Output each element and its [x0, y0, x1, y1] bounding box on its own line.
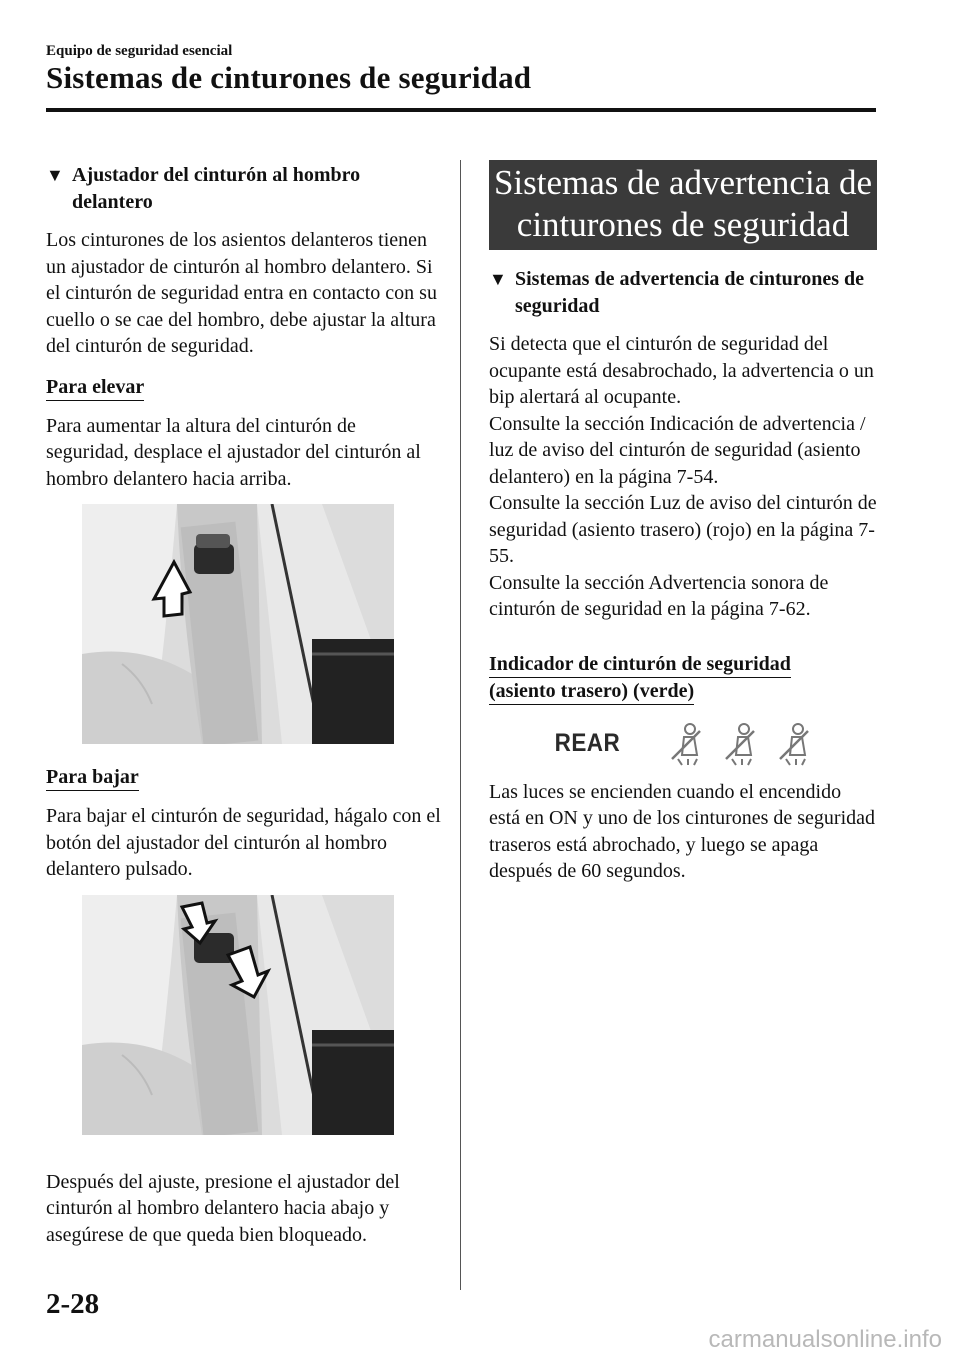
page-number: 2-28 — [46, 1288, 100, 1320]
warning-paragraph-2: Consulte la sección Indicación de advertencia / luz de aviso del cinturón de seguridad (asiento delantero) en la página 7-54. — [489, 412, 866, 488]
title-rule — [46, 108, 876, 112]
subheading-text: Ajustador del cinturón al hombro delantero — [72, 164, 361, 213]
raise-paragraph: Para aumentar la altura del cinturón de seguridad, desplace el ajustador del cinturón al hombro delantero hacia arriba. — [46, 414, 421, 490]
indicator-label-line2: (asiento trasero) (verde) — [489, 679, 694, 705]
warning-paragraph-4: Consulte la sección Advertencia sonora de cinturón de seguridad en la página 7-62. — [489, 571, 829, 620]
left-column — [46, 162, 441, 1248]
figure-raise-adjuster — [82, 504, 394, 744]
figure-lower-adjuster — [82, 895, 394, 1135]
column-divider — [460, 160, 461, 1290]
seatbelt-icon — [718, 721, 760, 767]
indicator-label-line1: Indicador de cinturón de seguridad — [489, 652, 791, 678]
lower-paragraph: Para bajar el cinturón de seguridad, hágalo con el botón del ajustador del cinturón al hombro delantero pulsado. — [46, 805, 441, 880]
watermark: carmanualsonline.info — [708, 1326, 942, 1353]
triangle-marker-icon: ▼ — [489, 269, 507, 289]
page-title: Sistemas de cinturones de seguridad — [46, 60, 532, 95]
adjuster-down-illustration — [82, 895, 394, 1135]
adjuster-up-illustration — [82, 504, 394, 744]
right-column — [489, 160, 877, 885]
indicator-label — [489, 651, 877, 705]
section-kicker: Equipo de seguridad esencial — [46, 43, 233, 59]
seatbelt-icon — [664, 721, 706, 767]
subheading-text: Sistemas de advertencia de cinturones de seguridad — [515, 268, 865, 317]
warning-paragraph-3: Consulte la sección Luz de aviso del cinturón de seguridad (asiento trasero) (rojo) en la página 7-55. — [489, 492, 877, 567]
warning-paragraph-1: Si detecta que el cinturón de seguridad del ocupante está desabrochado, la advertencia o un bip alertará al ocupante. — [489, 333, 874, 408]
intro-paragraph: Los cinturones de los asientos delanteros tienen un ajustador de cinturón al hombro delantero. Si el cinturón de seguridad entra en contacto con su cuello o se cae del hombro, debe ajustar la altura del cinturón de seguridad. — [46, 229, 437, 357]
lower-label: Para bajar — [46, 765, 139, 791]
warning-systems-box-heading: Sistemas de advertencia de cinturones de seguridad — [489, 160, 877, 250]
seatbelt-icon — [772, 721, 814, 767]
after-adjust-paragraph: Después del ajuste, presione el ajustador del cinturón al hombro delantero hacia abajo y asegúrese de que queda bien bloqueado. — [46, 1170, 400, 1246]
subheading-shoulder-adjuster — [46, 162, 441, 215]
raise-label: Para elevar — [46, 375, 144, 401]
triangle-marker-icon: ▼ — [46, 165, 64, 185]
subheading-warning-systems — [489, 266, 877, 319]
rear-indicator-row — [551, 719, 877, 769]
indicator-paragraph: Las luces se encienden cuando el encendido está en ON y uno de los cinturones de seguridad traseros está abrochado, y luego se apaga después de 60 segundos. — [489, 780, 876, 882]
rear-indicator-text: REAR — [554, 729, 621, 758]
